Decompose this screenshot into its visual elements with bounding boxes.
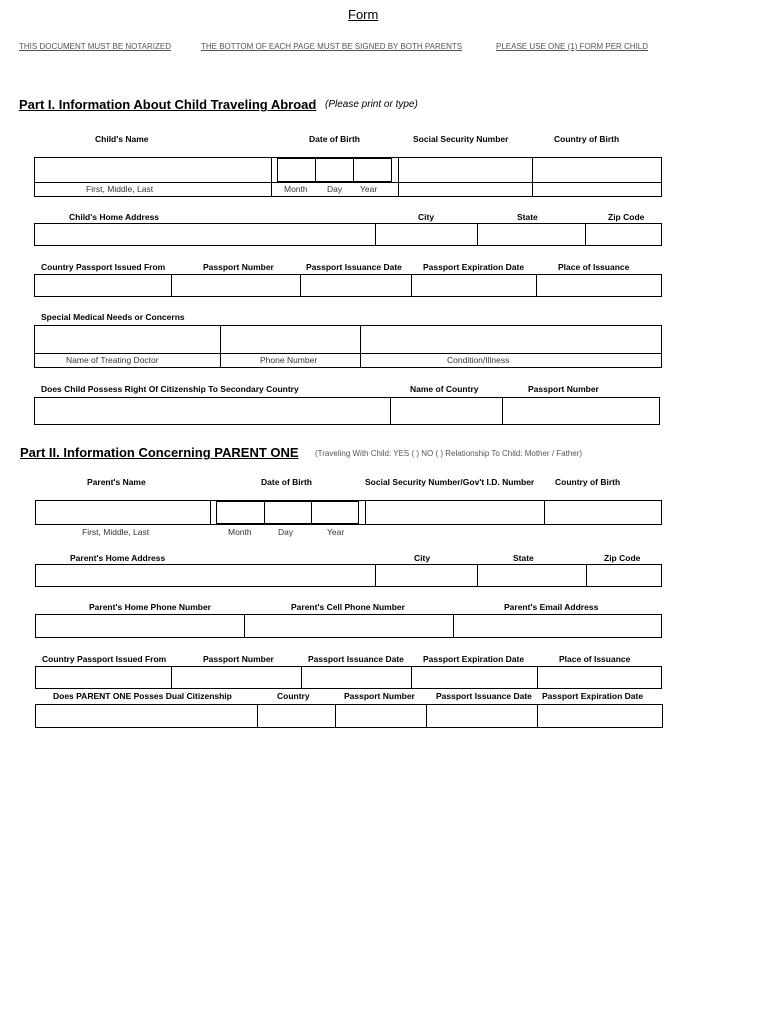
- child-dob-year-field[interactable]: [353, 158, 392, 182]
- label-child-second-passport: Passport Number: [528, 384, 599, 394]
- label-parent-home-phone: Parent's Home Phone Number: [89, 602, 211, 612]
- sub-year: Year: [360, 184, 378, 194]
- child-second-passport-field[interactable]: [503, 398, 659, 424]
- label-child-ssn: Social Security Number: [413, 134, 509, 144]
- label-parent-dual-expiration: Passport Expiration Date: [542, 691, 644, 701]
- parent-country-birth-field[interactable]: [545, 501, 661, 524]
- notice-one-form: PLEASE USE ONE (1) FORM PER CHILD: [496, 42, 649, 51]
- label-parent-expiration-date: Passport Expiration Date: [423, 654, 525, 664]
- sub-parent-year: Year: [327, 527, 345, 537]
- label-parent-city: City: [414, 553, 431, 563]
- child-country-passport-field[interactable]: [35, 275, 170, 296]
- parent-ssn-field[interactable]: [366, 501, 543, 524]
- parent-dual-passport-field[interactable]: [336, 705, 425, 727]
- parent-dob-day-field[interactable]: [264, 501, 312, 524]
- child-country-name-field[interactable]: [391, 398, 501, 424]
- sub-parent-first-middle-last: First, Middle, Last: [82, 527, 150, 537]
- label-parent-dual-issuance: Passport Issuance Date: [436, 691, 532, 701]
- label-child-country-passport: Country Passport Issued From: [41, 262, 166, 272]
- label-parent-email: Parent's Email Address: [504, 602, 599, 612]
- label-parent-dob: Date of Birth: [261, 477, 312, 487]
- child-citizenship-field[interactable]: [35, 398, 389, 424]
- child-condition-field[interactable]: [361, 326, 661, 352]
- parent-dob-month-field[interactable]: [216, 501, 265, 524]
- parent-passport-number-field[interactable]: [172, 667, 300, 688]
- label-parent-issuance-date: Passport Issuance Date: [308, 654, 404, 664]
- parent-dob-year-field[interactable]: [311, 501, 359, 524]
- notice-signed: THE BOTTOM OF EACH PAGE MUST BE SIGNED BY BOTH PARENTS: [201, 42, 463, 51]
- label-parent-passport-number: Passport Number: [203, 654, 274, 664]
- label-child-country-birth: Country of Birth: [554, 134, 620, 144]
- parent-dual-expiration-field[interactable]: [538, 705, 662, 727]
- parent-dual-issuance-field[interactable]: [427, 705, 536, 727]
- child-expiration-date-field[interactable]: [412, 275, 535, 296]
- child-country-birth-field[interactable]: [533, 158, 661, 181]
- parent-place-issuance-field[interactable]: [538, 667, 661, 688]
- label-parent-name: Parent's Name: [87, 477, 146, 487]
- label-parent-country-birth: Country of Birth: [555, 477, 621, 487]
- label-parent-country-passport: Country Passport Issued From: [42, 654, 167, 664]
- parent-state-field[interactable]: [478, 565, 585, 586]
- part2-heading: Part II. Information Concerning PARENT ONE: [20, 445, 299, 460]
- label-parent-dual: Does PARENT ONE Posses Dual Citizenship: [53, 691, 232, 701]
- sub-phone-number: Phone Number: [260, 355, 318, 365]
- child-doctor-phone-field[interactable]: [221, 326, 359, 352]
- parent-cell-phone-field[interactable]: [245, 615, 452, 637]
- child-ssn-field[interactable]: [399, 158, 531, 181]
- label-child-passport-number: Passport Number: [203, 262, 274, 272]
- sub-first-middle-last: First, Middle, Last: [86, 184, 154, 194]
- sub-month: Month: [284, 184, 308, 194]
- child-issuance-date-field[interactable]: [301, 275, 410, 296]
- sub-treating-doctor: Name of Treating Doctor: [66, 355, 159, 365]
- sub-condition-illness: Condition/Illness: [447, 355, 510, 365]
- child-dob-month-field[interactable]: [277, 158, 316, 182]
- sub-day: Day: [327, 184, 343, 194]
- parent-country-passport-field[interactable]: [36, 667, 170, 688]
- label-child-zip: Zip Code: [608, 212, 645, 222]
- child-address-field[interactable]: [35, 224, 374, 245]
- parent-city-field[interactable]: [376, 565, 476, 586]
- label-parent-place-issuance: Place of Issuance: [559, 654, 631, 664]
- part2-subheading: (Traveling With Child: YES ( ) NO ( ) Relationship To Child: Mother / Father): [315, 449, 583, 458]
- label-parent-address: Parent's Home Address: [70, 553, 166, 563]
- child-doctor-field[interactable]: [35, 326, 219, 352]
- label-child-city: City: [418, 212, 435, 222]
- label-child-citizenship: Does Child Possess Right Of Citizenship To Secondary Country: [41, 384, 299, 394]
- child-zip-field[interactable]: [586, 224, 661, 245]
- label-child-medical: Special Medical Needs or Concerns: [41, 312, 185, 322]
- parent-expiration-date-field[interactable]: [412, 667, 536, 688]
- form-title: Form: [348, 7, 379, 22]
- parent-name-field[interactable]: [36, 501, 209, 524]
- label-child-expiration-date: Passport Expiration Date: [423, 262, 525, 272]
- sub-parent-day: Day: [278, 527, 294, 537]
- child-dob-day-field[interactable]: [315, 158, 354, 182]
- part1-heading: Part I. Information About Child Traveling Abroad: [19, 97, 317, 112]
- label-child-state: State: [517, 212, 538, 222]
- label-parent-cell-phone: Parent's Cell Phone Number: [291, 602, 405, 612]
- parent-issuance-date-field[interactable]: [302, 667, 410, 688]
- child-state-field[interactable]: [478, 224, 584, 245]
- label-parent-state: State: [513, 553, 534, 563]
- parent-address-field[interactable]: [36, 565, 374, 586]
- parent-home-phone-field[interactable]: [36, 615, 243, 637]
- label-parent-ssn: Social Security Number/Gov't I.D. Number: [365, 477, 535, 487]
- label-child-country-name: Name of Country: [410, 384, 479, 394]
- child-passport-number-field[interactable]: [172, 275, 299, 296]
- parent-dual-field[interactable]: [36, 705, 256, 727]
- parent-zip-field[interactable]: [587, 565, 661, 586]
- sub-parent-month: Month: [228, 527, 252, 537]
- label-parent-dual-passport: Passport Number: [344, 691, 415, 701]
- label-child-address: Child's Home Address: [69, 212, 160, 222]
- notice-notarized: THIS DOCUMENT MUST BE NOTARIZED: [19, 42, 172, 51]
- child-place-issuance-field[interactable]: [537, 275, 661, 296]
- label-child-dob: Date of Birth: [309, 134, 360, 144]
- parent-dual-country-field[interactable]: [258, 705, 334, 727]
- child-city-field[interactable]: [376, 224, 476, 245]
- parent-email-field[interactable]: [454, 615, 661, 637]
- label-parent-zip: Zip Code: [604, 553, 641, 563]
- label-child-place-issuance: Place of Issuance: [558, 262, 630, 272]
- label-parent-dual-country: Country: [277, 691, 310, 701]
- part1-subheading: (Please print or type): [325, 99, 418, 110]
- label-child-issuance-date: Passport Issuance Date: [306, 262, 402, 272]
- child-name-field[interactable]: [35, 158, 270, 181]
- label-childs-name: Child's Name: [95, 134, 149, 144]
